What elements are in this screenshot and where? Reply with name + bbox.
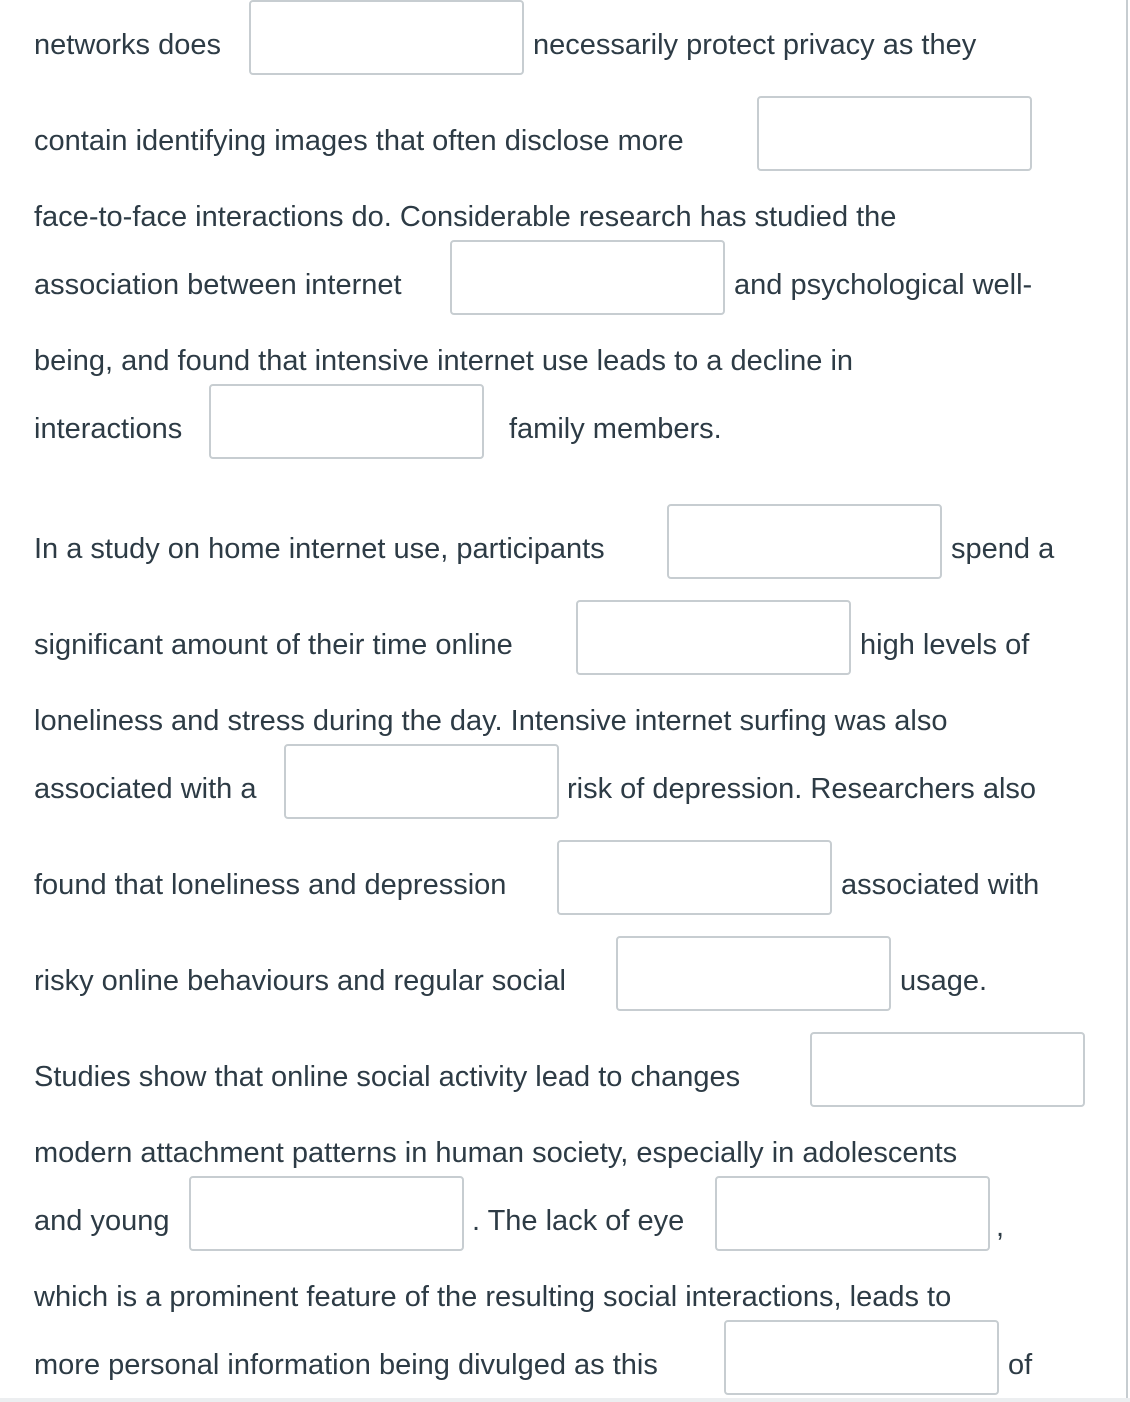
content-border: [1126, 0, 1128, 1402]
passage-text: usage.: [900, 965, 988, 997]
passage-text: association between internet: [34, 269, 402, 301]
blank-input-3[interactable]: [450, 240, 725, 315]
passage-text: contain identifying images that often disclose more: [34, 125, 684, 157]
passage-text: In a study on home internet use, participants: [34, 533, 605, 565]
passage-text: and young: [34, 1205, 170, 1237]
bottom-edge: [0, 1398, 1130, 1402]
passage-text: family members.: [509, 413, 722, 445]
passage-text: necessarily protect privacy as they: [533, 29, 977, 61]
passage-text: risk of depression. Researchers also: [567, 773, 1037, 805]
passage-text: spend a: [951, 533, 1055, 565]
passage-text: Studies show that online social activity lead to changes: [34, 1061, 741, 1093]
passage-text: interactions: [34, 413, 183, 445]
passage-text: of: [1008, 1349, 1033, 1381]
passage-text: high levels of: [860, 629, 1030, 661]
blank-input-8[interactable]: [557, 840, 832, 915]
blank-input-10[interactable]: [810, 1032, 1085, 1107]
blank-input-4[interactable]: [209, 384, 484, 459]
passage-text: modern attachment patterns in human society, especially in adolescents: [34, 1137, 958, 1169]
passage-text: associated with a: [34, 773, 257, 805]
blank-input-7[interactable]: [284, 744, 559, 819]
blank-input-9[interactable]: [616, 936, 891, 1011]
passage-text: ,: [996, 1211, 1005, 1243]
blank-input-11[interactable]: [189, 1176, 464, 1251]
passage-text: being, and found that intensive internet use leads to a decline in: [34, 345, 854, 377]
blank-input-5[interactable]: [667, 504, 942, 579]
passage-text: . The lack of eye: [472, 1205, 685, 1237]
passage-text: significant amount of their time online: [34, 629, 513, 661]
passage-text: and psychological well-: [734, 269, 1033, 301]
passage-text: found that loneliness and depression: [34, 869, 507, 901]
passage-text: networks does: [34, 29, 221, 61]
passage-text: associated with: [841, 869, 1040, 901]
blank-input-1[interactable]: [249, 0, 524, 75]
passage-text: risky online behaviours and regular social: [34, 965, 566, 997]
passage-text: more personal information being divulged as this: [34, 1349, 658, 1381]
passage-text: loneliness and stress during the day. Intensive internet surfing was also: [34, 705, 948, 737]
blank-input-6[interactable]: [576, 600, 851, 675]
blank-input-13[interactable]: [724, 1320, 999, 1395]
blank-input-12[interactable]: [715, 1176, 990, 1251]
blank-input-2[interactable]: [757, 96, 1032, 171]
passage-text: which is a prominent feature of the resulting social interactions, leads to: [34, 1281, 952, 1313]
passage-text: face-to-face interactions do. Considerable research has studied the: [34, 201, 897, 233]
